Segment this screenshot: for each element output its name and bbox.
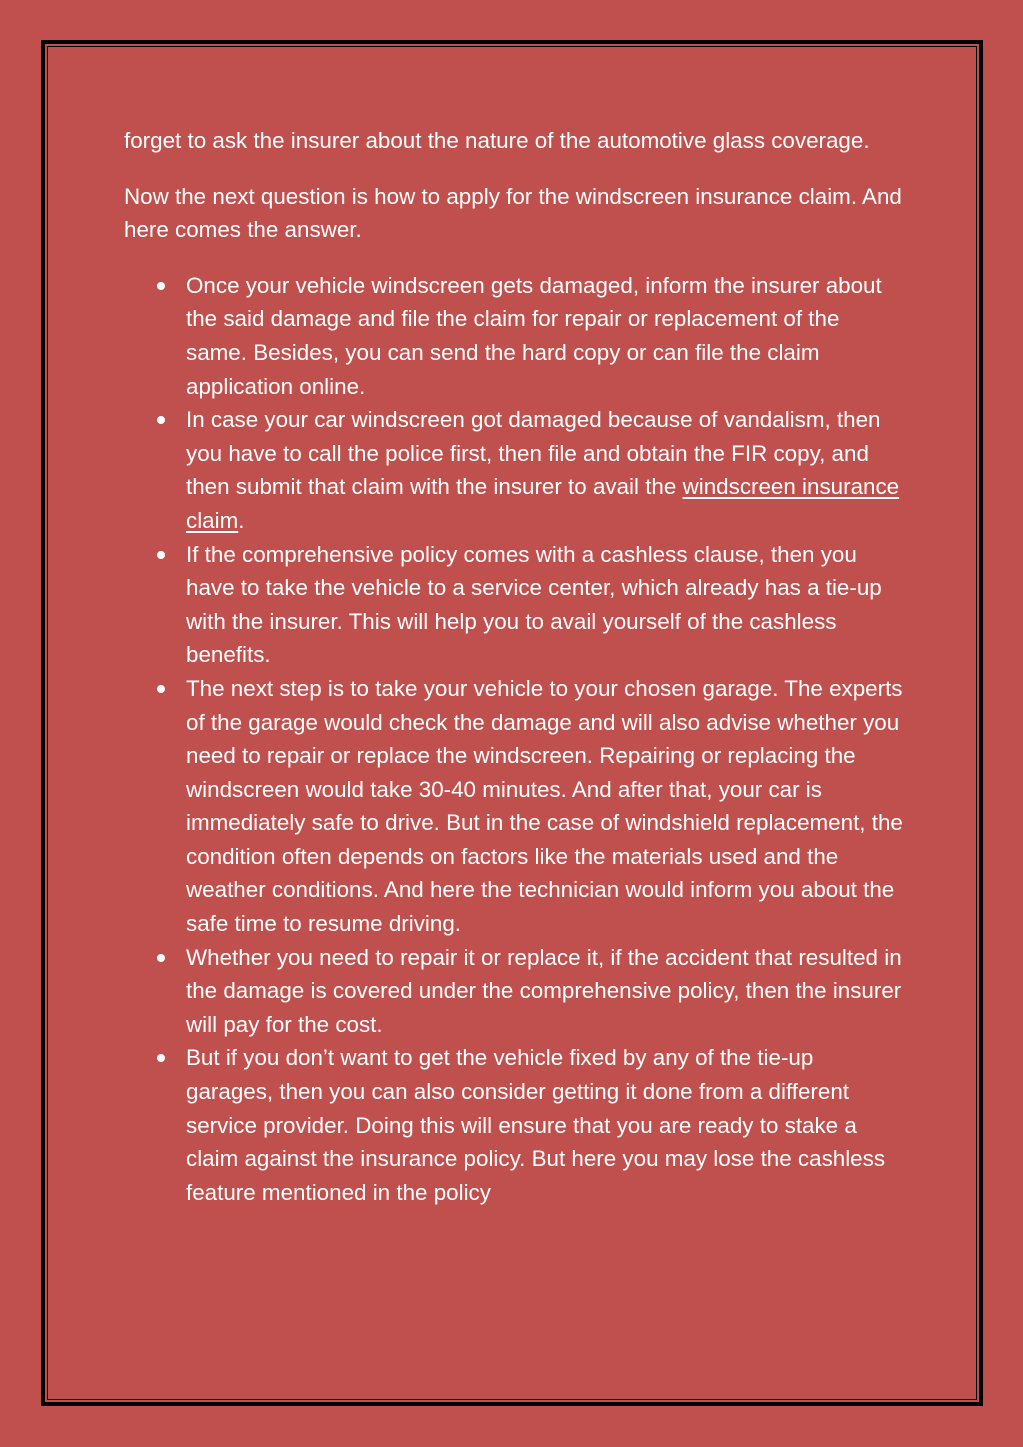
bullet-icon: [157, 685, 165, 693]
list-item: [124, 269, 904, 403]
list-item-text: If the comprehensive policy comes with a cashless clause, then you have to take the vehicle to a service center, which already has a tie-up with the insurer. This will help you to avail yourself of the cashless benefits.: [186, 541, 882, 668]
paragraph-intro: forget to ask the insurer about the nature of the automotive glass coverage.: [124, 128, 870, 153]
bullet-icon: [157, 282, 165, 290]
list-item-text: The next step is to take your vehicle to your chosen garage. The experts of the garage would check the damage and will also advise whether you need to repair or replace the windscreen. Repairing or replacing the windscreen would take 30-40 minutes. And after that, your car is immediately safe to drive. But in the case of windshield replacement, the condition often depends on factors like the materials used and the weather conditions. And here the technician would inform you about the safe time to resume driving.: [186, 675, 903, 937]
bullet-icon: [157, 954, 165, 962]
bullet-icon: [157, 1054, 165, 1062]
bullet-icon: [157, 551, 165, 559]
document-body: [124, 124, 904, 1209]
list-item-text-suffix: .: [238, 507, 245, 533]
list-item-text: Once your vehicle windscreen gets damaged, inform the insurer about the said damage and file the claim for repair or replacement of the same. Besides, you can send the hard copy or can file the claim application online.: [186, 272, 882, 399]
list-item-text: In case your car windscreen got damaged because of vandalism, then you have to call the police first, then file and obtain the FIR copy, and then submit that claim with the insurer to avail the: [186, 407, 881, 500]
claim-steps-list: [124, 269, 904, 1210]
list-item: [124, 941, 904, 1042]
list-item: [124, 672, 904, 941]
list-item: [124, 403, 904, 537]
list-item: [124, 1041, 904, 1209]
list-item-text: But if you don’t want to get the vehicle fixed by any of the tie-up garages, then you can also consider getting it done from a different service provider. Doing this will ensure that you are ready to stake a claim against the insurance policy. But here you may lose the cashless feature mentioned in the policy: [186, 1045, 886, 1205]
paragraph-question: Now the next question is how to apply for the windscreen insurance claim. And here comes the answer.: [124, 183, 902, 243]
list-item-text: Whether you need to repair it or replace it, if the accident that resulted in the damage is covered under the comprehensive policy, then the insurer will pay for the cost.: [186, 944, 902, 1037]
list-item: [124, 538, 904, 672]
windscreen-insurance-claim-link[interactable]: windscreen insurance claim: [186, 474, 900, 533]
bullet-icon: [157, 416, 165, 424]
